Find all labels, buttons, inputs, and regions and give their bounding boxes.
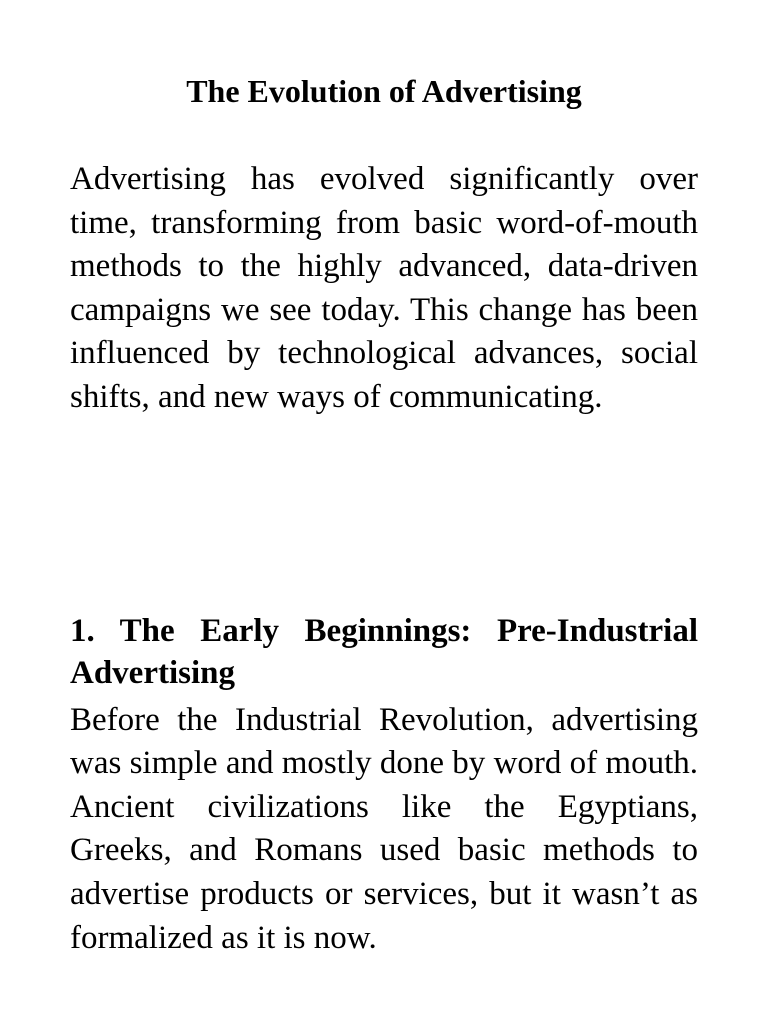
document-title: The Evolution of Advertising: [186, 73, 582, 109]
section-paragraph: Before the Industrial Revolution, advertising was simple and mostly done by word of mouth. Ancient civilizations like the Egyptians, Greeks, and Romans used basic methods to advertise products or services, but it wasn’t as formalized as it is now.: [70, 701, 698, 956]
intro-paragraph: Advertising has evolved significantly over time, transforming from basic word-of-mouth methods to the highly advanced, data-driven campaigns we see today. This change has been influenced by technological advances, social shifts, and new ways of communicating.: [70, 161, 698, 415]
section-heading: 1. The Early Beginnings: Pre-Industrial Advertising: [70, 612, 698, 691]
